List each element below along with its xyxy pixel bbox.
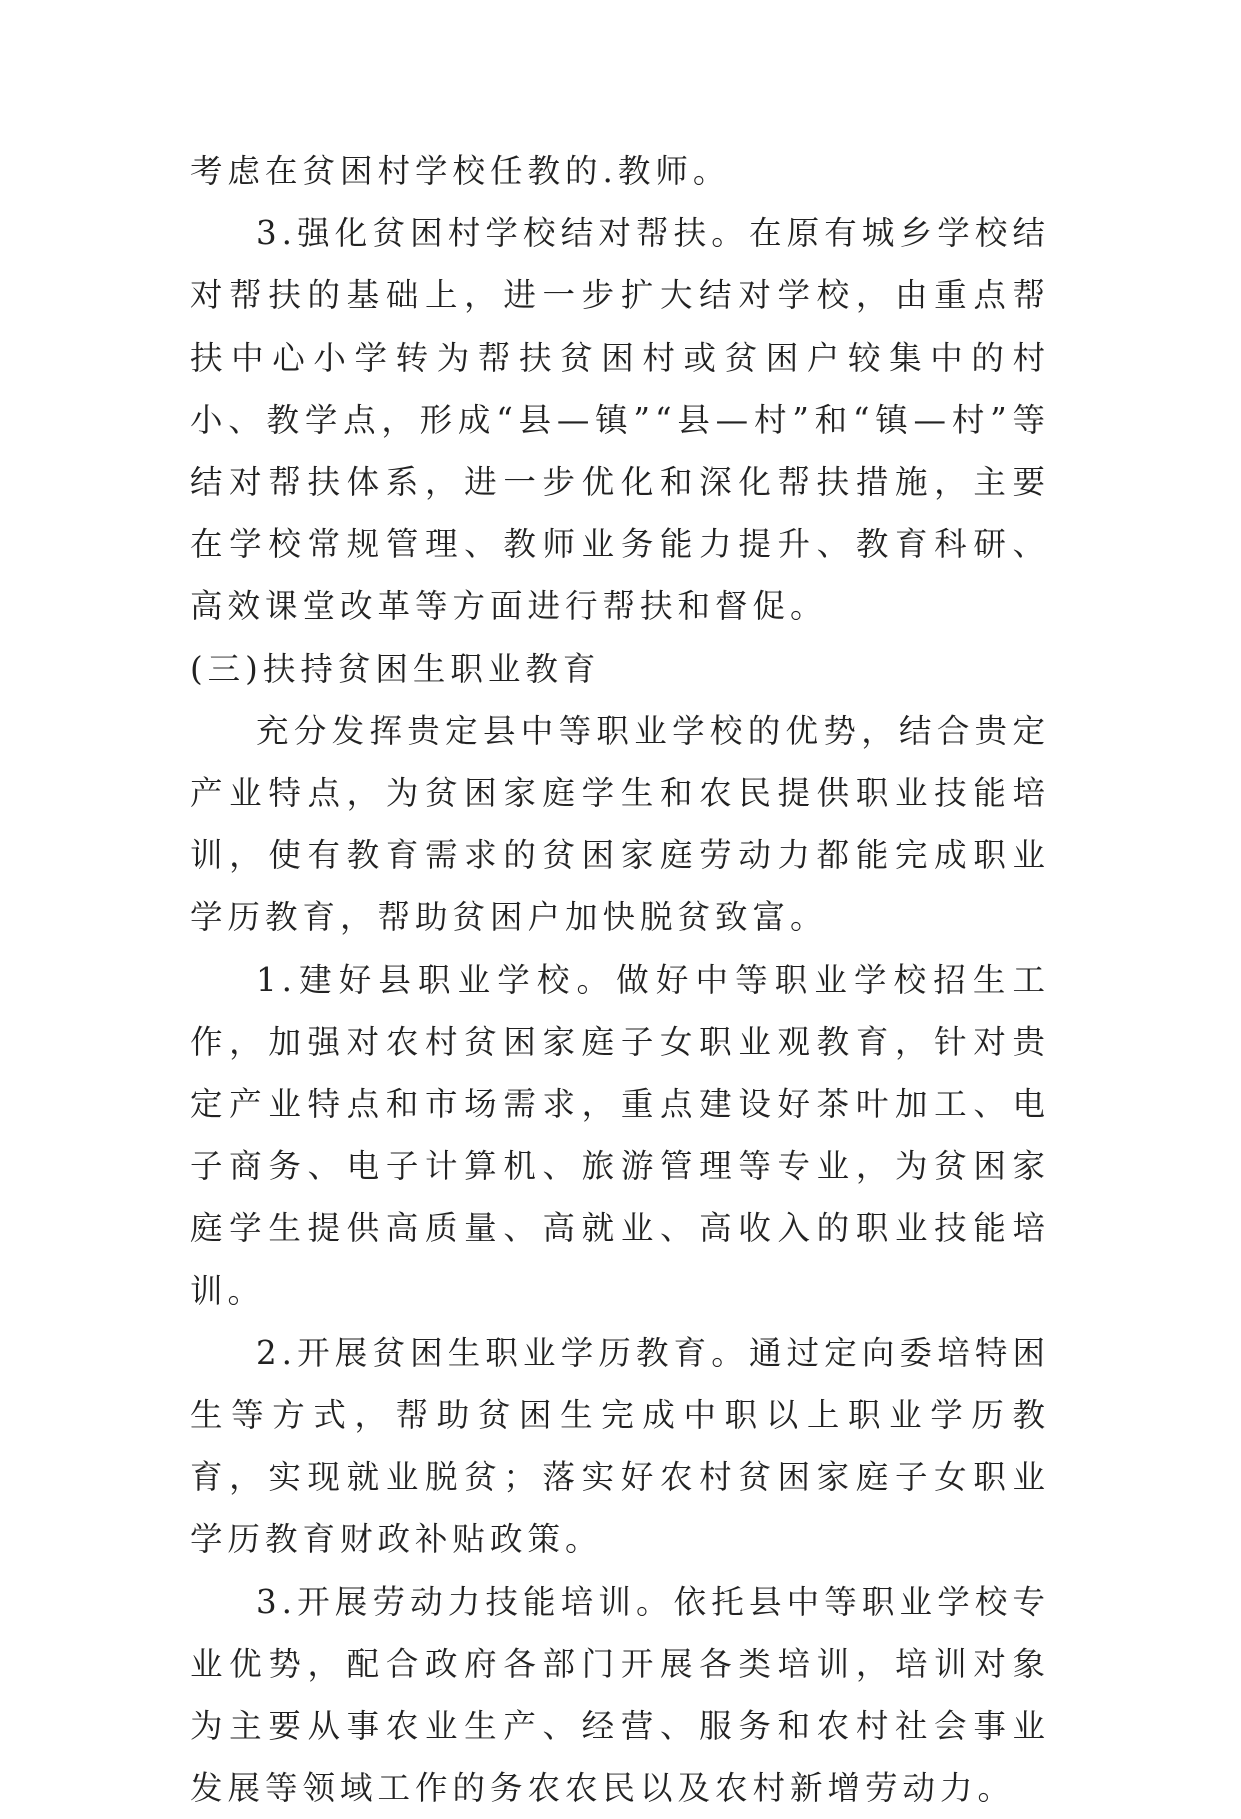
document-body xyxy=(190,140,1050,1819)
paragraph-school-pairing: 3.强化贫困村学校结对帮扶。在原有城乡学校结对帮扶的基础上，进一步扩大结对学校，由重点帮扶中心小学转为帮扶贫困村或贫困户较集中的村小、教学点，形成“县—镇”“县—村”和“镇—村”等结对帮扶体系，进一步优化和深化帮扶措施，主要在学校常规管理、教师业务能力提升、教育科研、高效课堂改革等方面进行帮扶和督促。 xyxy=(190,214,1050,626)
paragraph-vocational-degree-education: 2.开展贫困生职业学历教育。通过定向委培特困生等方式，帮助贫困生完成中职以上职业学历教育，实现就业脱贫；落实好农村贫困家庭子女职业学历教育财政补贴政策。 xyxy=(190,1333,1050,1559)
paragraph-build-vocational-school: 1.建好县职业学校。做好中等职业学校招生工作，加强对农村贫困家庭子女职业观教育，针对贵定产业特点和市场需求，重点建设好茶叶加工、电子商务、电子计算机、旅游管理等专业，为贫困家庭学生提供高质量、高就业、高收入的职业技能培训。 xyxy=(190,960,1050,1310)
paragraph-vocational-overview: 充分发挥贵定县中等职业学校的优势，结合贵定产业特点，为贫困家庭学生和农民提供职业技能培训，使有教育需求的贫困家庭劳动力都能完成职业学历教育，帮助贫困户加快脱贫致富。 xyxy=(190,711,1050,937)
paragraph-labor-skills-training: 3.开展劳动力技能培训。依托县中等职业学校专业优势，配合政府各部门开展各类培训，培训对象为主要从事农业生产、经营、服务和农村社会事业发展等领域工作的务农农民以及农村新增劳动力。 xyxy=(190,1582,1050,1808)
section-heading-vocational-education: (三)扶持贫困生职业教育 xyxy=(190,649,601,688)
paragraph-continuation: 考虑在贫困村学校任教的.教师。 xyxy=(190,152,731,190)
